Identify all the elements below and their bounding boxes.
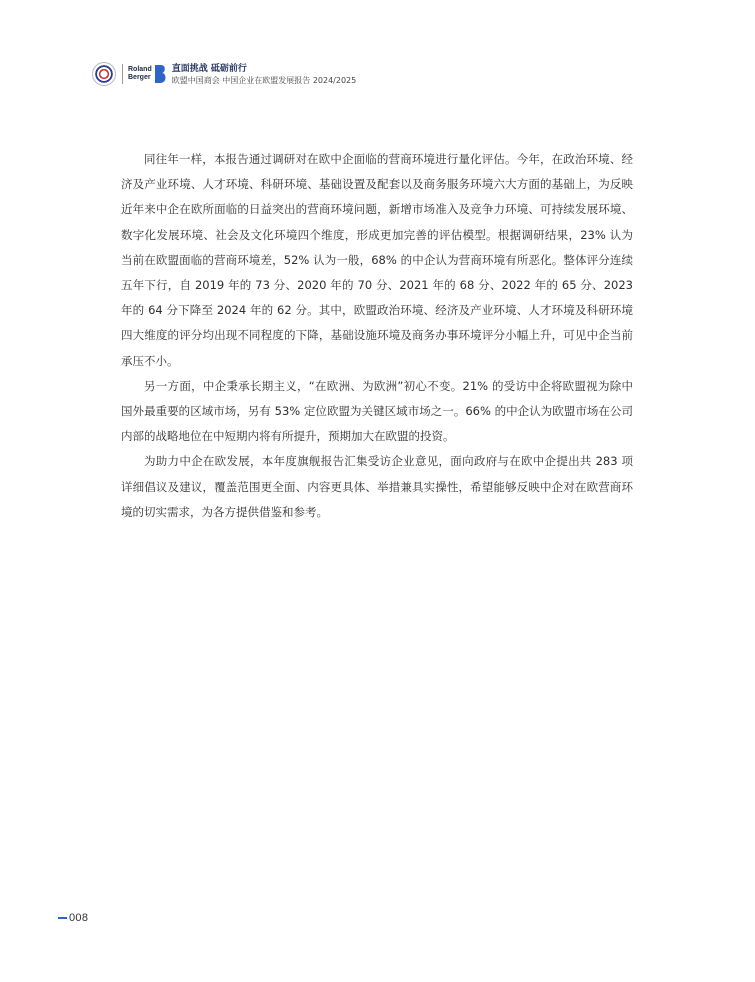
page-number: 008 <box>69 912 89 924</box>
page-header <box>92 61 356 87</box>
roland-berger-wordmark <box>128 66 152 82</box>
page-footer <box>58 912 88 924</box>
roland-berger-b-icon <box>154 64 166 84</box>
footer-accent-line <box>58 917 67 919</box>
logo-divider <box>122 64 123 84</box>
body-content <box>121 147 633 525</box>
paragraph-2: 另一方面，中企秉承长期主义，“在欧洲、为欧洲”初心不变。21% 的受访中企将欧盟视为除中国外最重要的区域市场，另有 53% 定位欧盟为关键区域市场之一。66% 的中企认为欧盟市场在公司内部的战略地位在中短期内将有所提升，预期加大在欧盟的投资。 <box>121 378 633 444</box>
header-text <box>172 63 357 86</box>
paragraph-3: 为助力中企在欧发展，本年度旗舰报告汇集受访企业意见，面向政府与在欧中企提出共 283 项详细倡议及建议，覆盖范围更全面、内容更具体、举措兼具实操性，希望能够反映中企对在欧营商环境的切实需求，为各方提供借鉴和参考。 <box>121 454 633 519</box>
china-chamber-seal-icon <box>92 62 116 86</box>
logo-text-line1: Roland <box>128 66 152 73</box>
header-title: 直面挑战 砥砺前行 <box>171 63 247 74</box>
paragraph-1: 同往年一样，本报告通过调研对在欧中企面临的营商环境进行量化评估。今年，在政治环境、经济及产业环境、人才环境、科研环境、基础设置及配套以及商务服务环境六大方面的基础上，为反映近年来中企在欧所面临的日益突出的营商环境问题，新增市场准入及竞争力环境、可持续发展环境、数字化发展环境、社会及文化环境四个维度，形成更加完善的评估模型。根据调研结果，23% 认为当前在欧盟面临的营商环境差，52% 认为一般，68% 的中企认为营商环境有所恶化。整体评分连续五年下行，自 2019 年的 73 分、2020 年的 70 分、2021 年的 68 分、2022 年的 65 分、2023 年的 64 分下降至 2024 年的 62 分。其中，欧盟政治环境、经济及产业环境、人才环境及科研环境四大维度的评分均出现不同程度的下降，基础设施环境及商务办事环境评分小幅上升，可见中企当前承压不小。 <box>121 152 633 368</box>
logo-text-line2: Berger <box>128 74 151 81</box>
header-subtitle: 欧盟中国商会 中国企业在欧盟发展报告 2024/2025 <box>171 75 357 85</box>
